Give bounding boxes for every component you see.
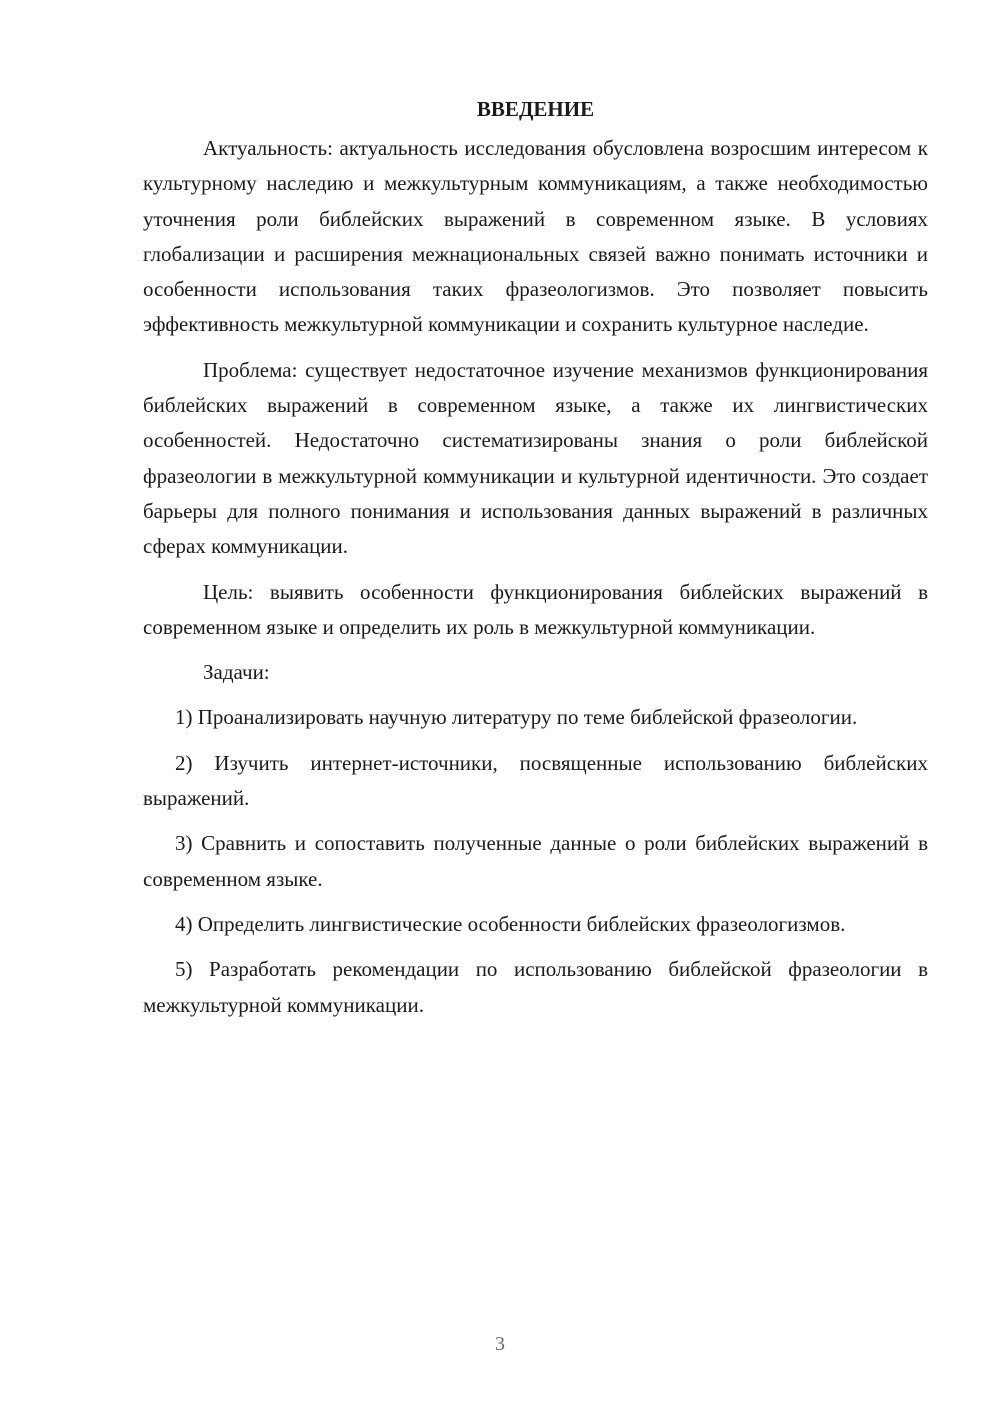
task-item: 3) Сравнить и сопоставить полученные данные о роли библейских выражений в современном языке.	[143, 831, 928, 891]
page-number: 3	[495, 1333, 505, 1355]
problem-paragraph: Проблема: существует недостаточное изучение механизмов функционирования библейских выражений в современном языке, а также их лингвистических особенностей. Недостаточно систематизированы знания о роли библейской фразеологии в межкультурной коммуникации и культурной идентичности. Это создает барьеры для полного понимания и использования данных выражений в различных сферах коммуникации.	[143, 357, 928, 559]
goal-paragraph: Цель: выявить особенности функционирования библейских выражений в современном языке и определить их роль в межкультурной коммуникации.	[143, 579, 928, 639]
task-item: 2) Изучить интернет-источники, посвященные использованию библейских выражений.	[143, 750, 928, 811]
section-title: ВВЕДЕНИЕ	[476, 97, 595, 121]
tasks-list	[143, 700, 928, 1022]
tasks-heading: Задачи:	[203, 660, 270, 685]
task-item: 4) Определить лингвистические особенности библейских фразеологизмов.	[175, 911, 846, 936]
document-page	[143, 92, 928, 1033]
relevance-paragraph: Актуальность: актуальность исследования обусловлена возросшим интересом к культурному наследию и межкультурным коммуникациям, а также необходимостью уточнения роли библейских выражений в современном языке. В условиях глобализации и расширения межнациональных связей важно понимать источники и особенности использования таких фразеологизмов. Это позволяет повысить эффективность межкультурной коммуникации и сохранить культурное наследие.	[143, 136, 928, 337]
task-item: 1) Проанализировать научную литературу по теме библейской фразеологии.	[175, 705, 858, 730]
task-item: 5) Разработать рекомендации по использованию библейской фразеологии в межкультурной коммуникации.	[143, 957, 928, 1017]
